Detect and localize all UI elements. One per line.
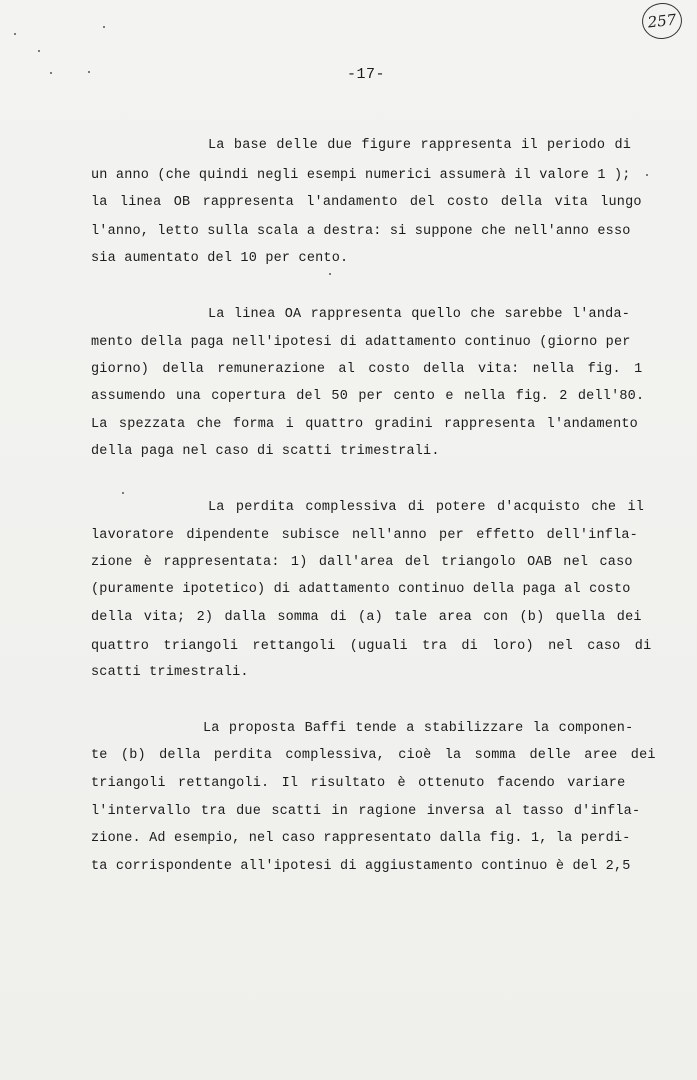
text-line: della paga nel caso di scatti trimestrali. — [91, 444, 440, 459]
text-line: un anno (che quindi negli esempi numerici assumerà il valore 1 ); — [91, 168, 631, 183]
text-line: La spezzata che forma i quattro gradini rappresenta l'andamento — [91, 417, 638, 432]
text-line: sia aumentato del 10 per cento. — [91, 251, 349, 266]
text-line: zione. Ad esempio, nel caso rappresentato dalla fig. 1, la perdi- — [91, 831, 631, 846]
text-line: te (b) della perdita complessiva, cioè la somma delle aree dei — [91, 748, 656, 763]
text-line: La linea OA rappresenta quello che sarebbe l'anda- — [208, 307, 631, 322]
text-line: La perdita complessiva di potere d'acquisto che il — [208, 500, 645, 515]
text-line: triangoli rettangoli. Il risultato è ottenuto facendo variare — [91, 776, 626, 791]
text-line: quattro triangoli rettangoli (uguali tra di loro) nel caso di — [91, 639, 652, 654]
scan-speck — [38, 50, 40, 52]
text-line: zione è rappresentata: 1) dall'area del triangolo OAB nel caso — [91, 555, 633, 570]
text-line: giorno) della remunerazione al costo della vita: nella fig. 1 — [91, 362, 643, 377]
page-number: -17- — [347, 66, 386, 83]
scan-speck — [103, 26, 105, 28]
text-line: l'anno, letto sulla scala a destra: si suppone che nell'anno esso — [91, 224, 631, 239]
text-line: ta corrispondente all'ipotesi di aggiustamento continuo è del 2,5 — [91, 859, 631, 874]
scan-speck — [329, 273, 331, 275]
archive-stamp: 257 — [640, 1, 684, 41]
text-line: della vita; 2) dalla somma di (a) tale area con (b) quella dei — [91, 610, 642, 625]
scan-speck — [50, 72, 52, 74]
text-line: la linea OB rappresenta l'andamento del costo della vita lungo — [91, 195, 642, 210]
scan-speck — [88, 71, 90, 73]
text-line: (puramente ipotetico) di adattamento continuo della paga al costo — [91, 582, 631, 597]
scan-speck — [122, 492, 124, 494]
text-line: lavoratore dipendente subisce nell'anno per effetto dell'infla- — [91, 528, 638, 543]
text-line: mento della paga nell'ipotesi di adattamento continuo (giorno per — [91, 335, 631, 350]
scan-speck — [14, 33, 16, 35]
text-line: scatti trimestrali. — [91, 665, 249, 680]
text-line: La proposta Baffi tende a stabilizzare la componen- — [203, 721, 634, 736]
scan-speck — [646, 174, 648, 176]
text-line: assumendo una copertura del 50 per cento e nella fig. 2 dell'80. — [91, 389, 645, 404]
text-line: l'intervallo tra due scatti in ragione inversa al tasso d'infla- — [91, 804, 641, 819]
text-line: La base delle due figure rappresenta il periodo di — [208, 138, 632, 153]
